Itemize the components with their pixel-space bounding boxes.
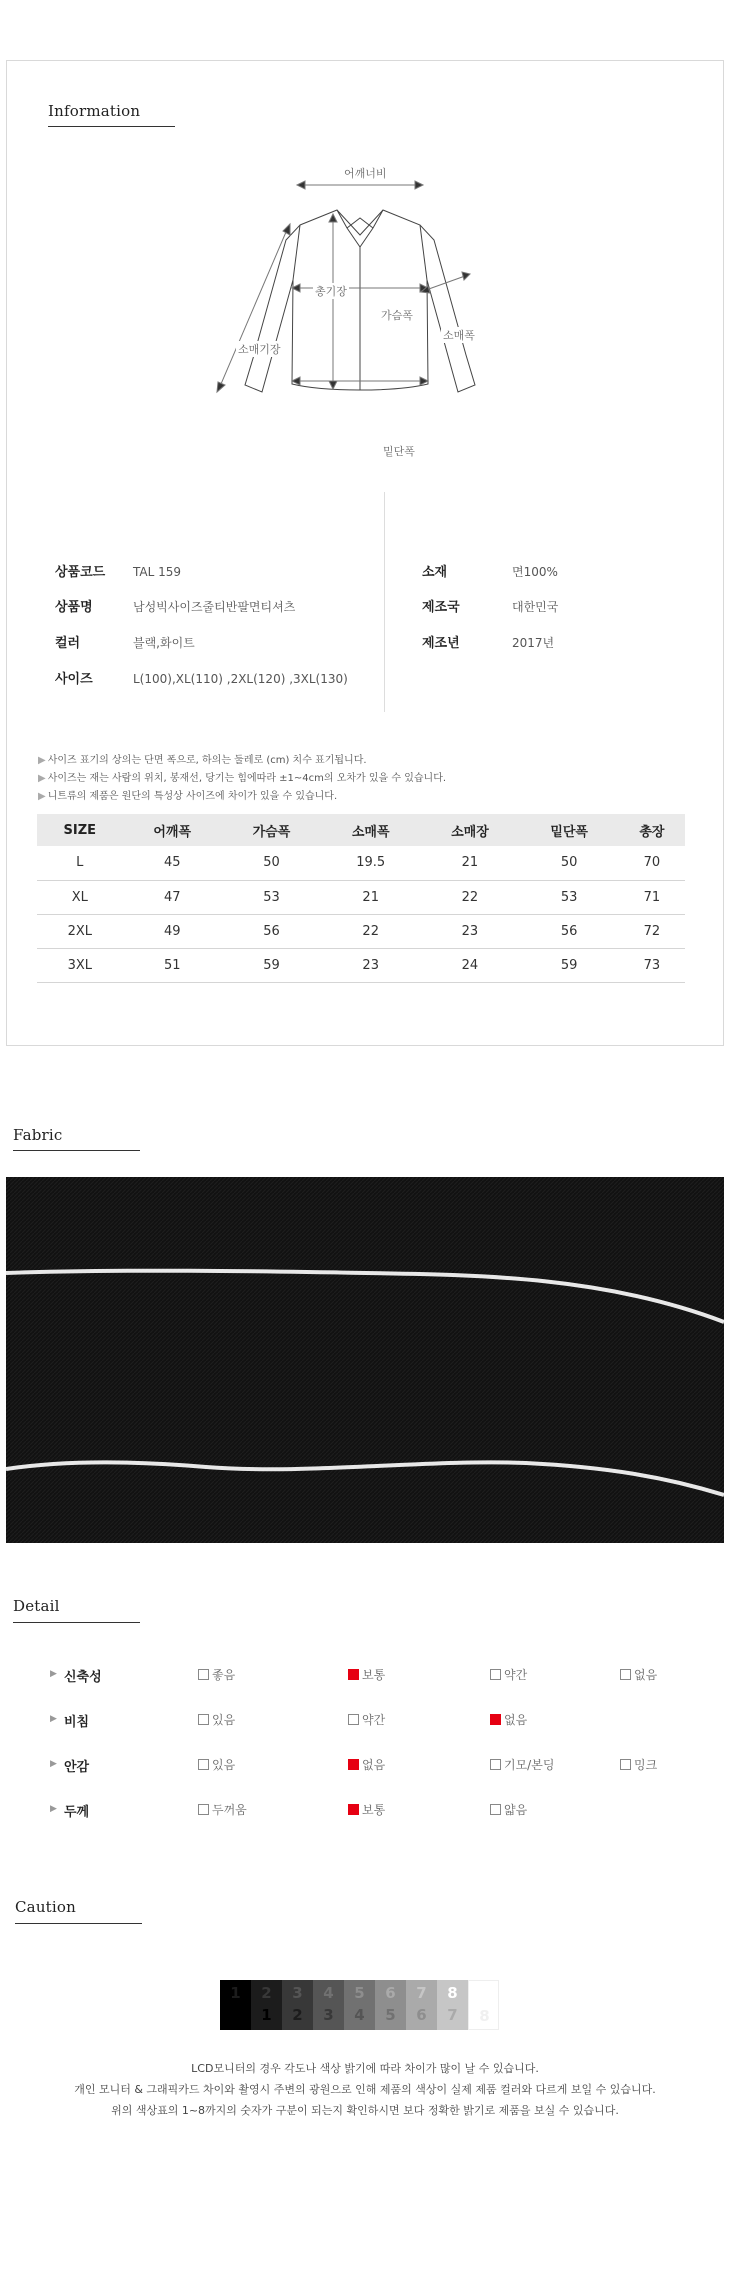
fabric-closeup-photo [6, 1177, 724, 1543]
row-arrow-icon: ▶ [50, 1759, 57, 1769]
checkbox[interactable] [620, 1669, 631, 1680]
caution-line: 위의 색상표의 1~8까지의 숫자가 구분이 되는지 확인하시면 보다 정확한 밝기로 제품을 보실 수 있습니다. [111, 2104, 619, 2117]
option-fleece-bonding[interactable]: 기모/본딩 [490, 1756, 554, 1773]
table-cell: 50 [222, 846, 321, 880]
table-cell: 59 [222, 948, 321, 982]
option-none[interactable]: 없음 [348, 1756, 385, 1773]
brightness-swatch [344, 1980, 375, 2030]
spec-country: 제조국 대한민국 [422, 600, 559, 615]
option-slight[interactable]: 약간 [490, 1666, 527, 1683]
option-slight[interactable]: 약간 [348, 1711, 385, 1728]
option-yes[interactable]: 있음 [198, 1756, 235, 1773]
table-row [37, 914, 685, 948]
checkbox-checked[interactable] [348, 1804, 359, 1815]
table-cell: 59 [520, 948, 619, 982]
option-yes[interactable]: 있음 [198, 1711, 235, 1728]
table-cell: 72 [619, 914, 685, 948]
table-cell: 24 [420, 948, 519, 982]
size-table [37, 814, 685, 983]
table-cell: 22 [420, 880, 519, 914]
table-cell: 21 [420, 846, 519, 880]
checkbox-checked[interactable] [490, 1714, 501, 1725]
brightness-swatch [220, 1980, 251, 2030]
checkbox[interactable] [620, 1759, 631, 1770]
option-mink[interactable]: 밍크 [620, 1756, 657, 1773]
header-cell: 가슴폭 [222, 814, 321, 846]
header-cell: 밑단폭 [520, 814, 619, 846]
table-row [37, 880, 685, 914]
brightness-swatch [282, 1980, 313, 2030]
checkbox[interactable] [348, 1714, 359, 1725]
table-cell: 22 [321, 914, 420, 948]
table-cell: 71 [619, 880, 685, 914]
checkbox[interactable] [490, 1669, 501, 1680]
detail-row-sheerness [50, 1711, 690, 1731]
diagram-label-total-length: 총기장 [315, 285, 347, 298]
swatch-number-top: 1 [230, 1984, 241, 2002]
size-table-header [37, 814, 685, 846]
option-none[interactable]: 없음 [490, 1711, 527, 1728]
detail-row-lining [50, 1756, 690, 1776]
brightness-swatch [313, 1980, 344, 2030]
option-thin[interactable]: 얇음 [490, 1801, 527, 1818]
row-arrow-icon: ▶ [50, 1669, 57, 1679]
spec-size: 사이즈 L(100),XL(110) ,2XL(120) ,3XL(130) [55, 672, 348, 687]
detail-title-underline [13, 1622, 140, 1623]
table-row [37, 948, 685, 982]
table-cell: 49 [123, 914, 222, 948]
spec-year: 제조년 2017년 [422, 636, 555, 651]
checkbox-checked[interactable] [348, 1759, 359, 1770]
caution-line: 개인 모니터 & 그래픽카드 차이와 촬영시 주변의 광원으로 인해 제품의 색상이 실제 제품 컬러와 다르게 보일 수 있습니다. [74, 2083, 656, 2096]
detail-label: 두께 [64, 1805, 90, 1820]
table-cell: 3XL [37, 948, 123, 982]
shirt-measurement-diagram [200, 100, 530, 500]
checkbox[interactable] [490, 1759, 501, 1770]
swatch-number-top: 6 [385, 1984, 396, 2002]
option-normal[interactable]: 보통 [348, 1801, 385, 1818]
brightness-swatch [251, 1980, 282, 2030]
table-cell: 53 [222, 880, 321, 914]
swatch-number-bottom: 3 [323, 2006, 334, 2024]
table-cell: XL [37, 880, 123, 914]
diagram-label-shoulder: 어깨너비 [344, 167, 387, 180]
table-cell: 50 [520, 846, 619, 880]
swatch-number-top: 2 [261, 1984, 272, 2002]
spec-divider [384, 492, 385, 712]
swatch-number-bottom: 7 [447, 2006, 458, 2024]
checkbox[interactable] [198, 1669, 209, 1680]
option-good[interactable]: 좋음 [198, 1666, 235, 1683]
caution-title: Caution [15, 1898, 76, 1916]
size-note: ▶ 사이즈 표기의 상의는 단면 폭으로, 하의는 둘레로 (cm) 치수 표기됩니다. [38, 755, 367, 766]
swatch-number-bottom: 6 [416, 2006, 427, 2024]
spec-product-code: 상품코드 TAL 159 [55, 565, 182, 580]
checkbox[interactable] [198, 1759, 209, 1770]
table-cell: 53 [520, 880, 619, 914]
diagram-label-sleeve-length: 소매기장 [238, 343, 281, 356]
header-cell: 총장 [619, 814, 685, 846]
brightness-swatch [375, 1980, 406, 2030]
spec-material: 소재 면100% [422, 565, 558, 580]
table-cell: 45 [123, 846, 222, 880]
header-cell: SIZE [37, 814, 123, 846]
option-normal[interactable]: 보통 [348, 1666, 385, 1683]
option-none[interactable]: 없음 [620, 1666, 657, 1683]
swatch-number-bottom: 1 [261, 2006, 272, 2024]
spec-product-name: 상품명 남성빅사이즈줄티반팔면티셔츠 [55, 600, 296, 615]
table-cell: L [37, 846, 123, 880]
table-cell: 21 [321, 880, 420, 914]
swatch-number-top: 8 [447, 1984, 458, 2002]
diagram-label-hem: 밑단폭 [383, 445, 415, 458]
detail-row-thickness [50, 1801, 690, 1821]
header-cell: 소매장 [420, 814, 519, 846]
size-note: ▶ 니트류의 제품은 원단의 특성상 사이즈에 차이가 있을 수 있습니다. [38, 791, 338, 802]
row-arrow-icon: ▶ [50, 1714, 57, 1724]
size-notes [38, 752, 446, 806]
diagram-label-chest: 가슴폭 [381, 309, 413, 322]
table-cell: 23 [420, 914, 519, 948]
checkbox-checked[interactable] [348, 1669, 359, 1680]
swatch-number-bottom: 8 [479, 2007, 490, 2025]
swatch-number-top: 3 [292, 1984, 303, 2002]
detail-row-elasticity [50, 1666, 690, 1686]
checkbox[interactable] [198, 1804, 209, 1815]
header-cell: 어깨폭 [123, 814, 222, 846]
row-arrow-icon: ▶ [50, 1804, 57, 1814]
brightness-swatch [468, 1980, 499, 2030]
detail-label: 안감 [64, 1760, 90, 1775]
swatch-number-bottom: 2 [292, 2006, 303, 2024]
detail-label: 비침 [64, 1715, 90, 1730]
fabric-title: Fabric [13, 1126, 63, 1144]
table-cell: 19.5 [321, 846, 420, 880]
table-cell: 73 [619, 948, 685, 982]
table-cell: 51 [123, 948, 222, 982]
swatch-number-bottom: 4 [354, 2006, 365, 2024]
size-note: ▶ 사이즈는 재는 사람의 위치, 봉재선, 당기는 힘에따라 ±1~4cm의 오차가 있을 수 있습니다. [38, 773, 447, 784]
table-cell: 2XL [37, 914, 123, 948]
information-title-underline [48, 126, 175, 127]
checkbox[interactable] [490, 1804, 501, 1815]
information-title: Information [48, 102, 141, 120]
header-cell: 소매폭 [321, 814, 420, 846]
table-cell: 23 [321, 948, 420, 982]
brightness-swatch [437, 1980, 468, 2030]
spec-color: 컬러 블랙,화이트 [55, 636, 195, 651]
swatch-number-top: 4 [323, 1984, 334, 2002]
table-cell: 56 [520, 914, 619, 948]
diagram-label-sleeve-width: 소매폭 [443, 329, 475, 342]
caution-line: LCD모니터의 경우 각도나 색상 밝기에 따라 차이가 많이 날 수 있습니다. [191, 2062, 539, 2075]
swatch-number-top: 5 [354, 1984, 365, 2002]
brightness-swatch [406, 1980, 437, 2030]
fabric-title-underline [13, 1150, 140, 1151]
detail-title: Detail [13, 1597, 60, 1615]
table-row [37, 846, 685, 880]
option-thick[interactable]: 두꺼움 [198, 1801, 247, 1818]
table-cell: 56 [222, 914, 321, 948]
checkbox[interactable] [198, 1714, 209, 1725]
swatch-number-top: 7 [416, 1984, 427, 2002]
table-cell: 47 [123, 880, 222, 914]
table-cell: 70 [619, 846, 685, 880]
detail-label: 신축성 [64, 1670, 102, 1685]
swatch-number-bottom: 5 [385, 2006, 396, 2024]
caution-title-underline [15, 1923, 142, 1924]
